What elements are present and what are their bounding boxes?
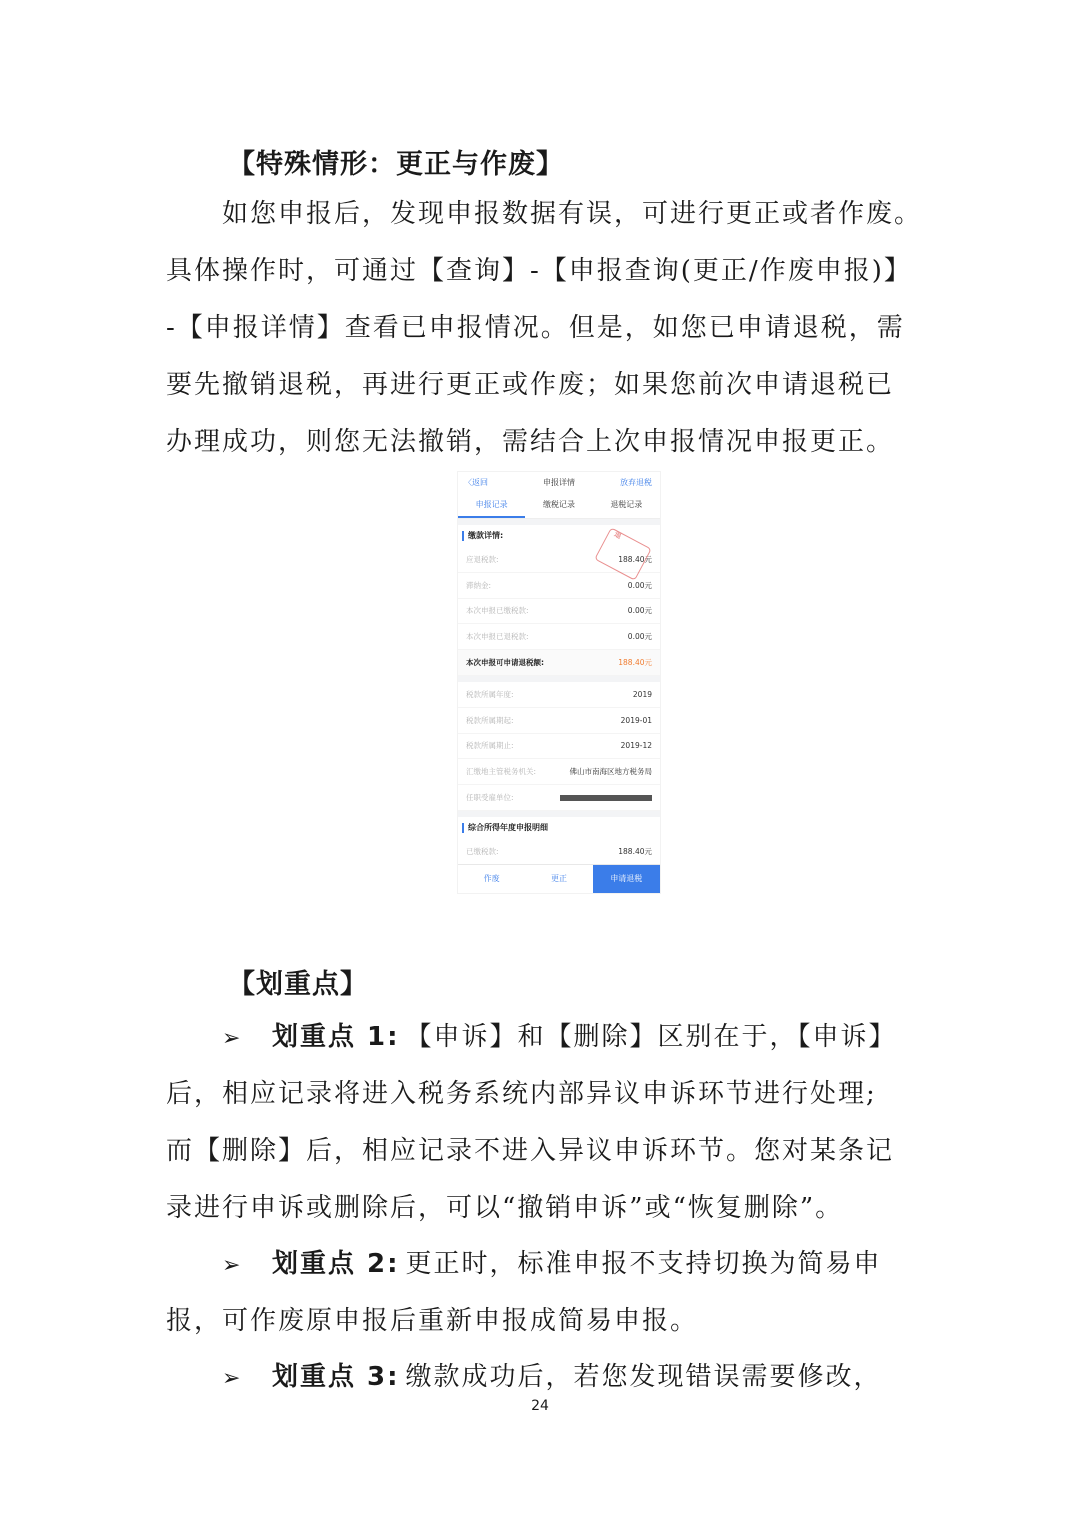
row-label: 任职受雇单位: xyxy=(466,793,514,803)
bottom-action-bar xyxy=(458,864,660,893)
phone-tabs xyxy=(458,494,660,519)
tab-payment-records[interactable]: 缴税记录 xyxy=(542,500,575,509)
point-title: 划重点 3: xyxy=(272,1362,400,1392)
tab-declaration-records[interactable]: 申报记录 xyxy=(458,494,525,518)
highlight-point-1 xyxy=(222,1019,922,1057)
detail-row xyxy=(458,839,660,865)
point-title: 划重点 2: xyxy=(272,1249,400,1279)
arrow-bullet-icon: ➢ xyxy=(222,1253,243,1278)
paragraph-line: 办理成功，则您无法撤销，需结合上次申报情况申报更正。 xyxy=(166,427,895,457)
point-title: 划重点 1: xyxy=(272,1022,400,1052)
phone-header xyxy=(458,472,660,494)
detail-row xyxy=(458,624,660,650)
detail-row xyxy=(458,785,660,811)
section-title-annual-detail: 综合所得年度申报明细 xyxy=(458,817,660,839)
phone-title: 申报详情 xyxy=(543,478,575,487)
detail-row xyxy=(458,759,660,785)
row-label: 滞纳金: xyxy=(466,580,492,590)
row-label: 本次申报已缴税款: xyxy=(466,606,529,616)
row-label: 本次申报可申请退税额: xyxy=(466,658,544,668)
row-value: 佛山市南海区地方税务局 xyxy=(569,767,652,777)
paragraph-line: 后，相应记录将进入税务系统内部异议申诉环节进行处理; xyxy=(166,1079,877,1109)
detail-row xyxy=(458,682,660,708)
point-text: 缴款成功后，若您发现错误需要修改， xyxy=(405,1362,882,1392)
special-case-heading: 【特殊情形：更正与作废】 xyxy=(228,149,564,180)
apply-refund-button[interactable]: 申请退税 xyxy=(593,865,660,893)
row-label: 税款所属期起: xyxy=(466,715,514,725)
row-value: 2019-12 xyxy=(620,741,652,751)
point-text: 【申诉】和【删除】区别在于，【申诉】 xyxy=(405,1022,897,1052)
row-value: 0.00元 xyxy=(627,632,652,642)
paragraph-line: -【申报详情】查看已申报情况。但是，如您已申请退税，需 xyxy=(166,313,905,343)
stamp-text: 退 xyxy=(612,530,623,541)
paragraph-line: 具体操作时，可通过【查询】-【申报查询(更正/作废申报)】 xyxy=(166,256,912,286)
correct-button[interactable]: 更正 xyxy=(525,865,592,893)
detail-row xyxy=(458,599,660,625)
row-label: 汇缴地主管税务机关: xyxy=(466,767,537,777)
row-label: 本次申报已退税款: xyxy=(466,632,529,642)
paragraph-line: 而【删除】后，相应记录不进入异议申诉环节。您对某条记 xyxy=(166,1136,895,1166)
row-value: 188.40元 xyxy=(618,658,652,668)
paragraph-line: 录进行申诉或删除后，可以“撤销申诉”或“恢复删除”。 xyxy=(166,1193,844,1223)
highlight-point-2 xyxy=(222,1246,922,1284)
arrow-bullet-icon: ➢ xyxy=(222,1026,243,1051)
paragraph-line: 报，可作废原申报后重新申报成简易申报。 xyxy=(166,1306,699,1336)
row-value: 188.40元 xyxy=(618,554,652,564)
row-label: 税款所属期止: xyxy=(466,741,514,751)
detail-row xyxy=(458,708,660,734)
abandon-refund-link[interactable]: 放弃退税 xyxy=(620,478,652,487)
redacted-value xyxy=(560,795,652,801)
paragraph-line: 要先撤销退税，再进行更正或作废；如果您前次申请退税已 xyxy=(166,370,895,400)
paragraph-line: 如您申报后，发现申报数据有误，可进行更正或者作废。 xyxy=(222,199,923,229)
row-value: 188.40元 xyxy=(618,846,652,856)
highlights-heading: 【划重点】 xyxy=(228,969,368,1000)
tab-refund-records[interactable]: 退税记录 xyxy=(610,500,643,509)
page-number: 24 xyxy=(531,1398,549,1414)
highlight-point-3 xyxy=(222,1359,922,1397)
row-label: 应退税款: xyxy=(466,554,499,564)
row-value: 2019 xyxy=(632,689,652,699)
row-label: 税款所属年度: xyxy=(466,689,514,699)
row-label: 已缴税款: xyxy=(466,846,499,856)
detail-row xyxy=(458,734,660,760)
row-value: 0.00元 xyxy=(627,580,652,590)
detail-row-refundable xyxy=(458,650,660,676)
back-button[interactable]: 〈返回 xyxy=(464,478,488,487)
point-text: 更正时，标准申报不支持切换为简易申 xyxy=(405,1249,882,1279)
arrow-bullet-icon: ➢ xyxy=(222,1366,243,1391)
void-button[interactable]: 作废 xyxy=(458,865,525,893)
row-value: 2019-01 xyxy=(620,715,652,725)
declaration-detail-screenshot xyxy=(458,472,660,893)
row-value: 0.00元 xyxy=(627,606,652,616)
section-title-payment-detail: 缴款详情: xyxy=(458,525,660,547)
